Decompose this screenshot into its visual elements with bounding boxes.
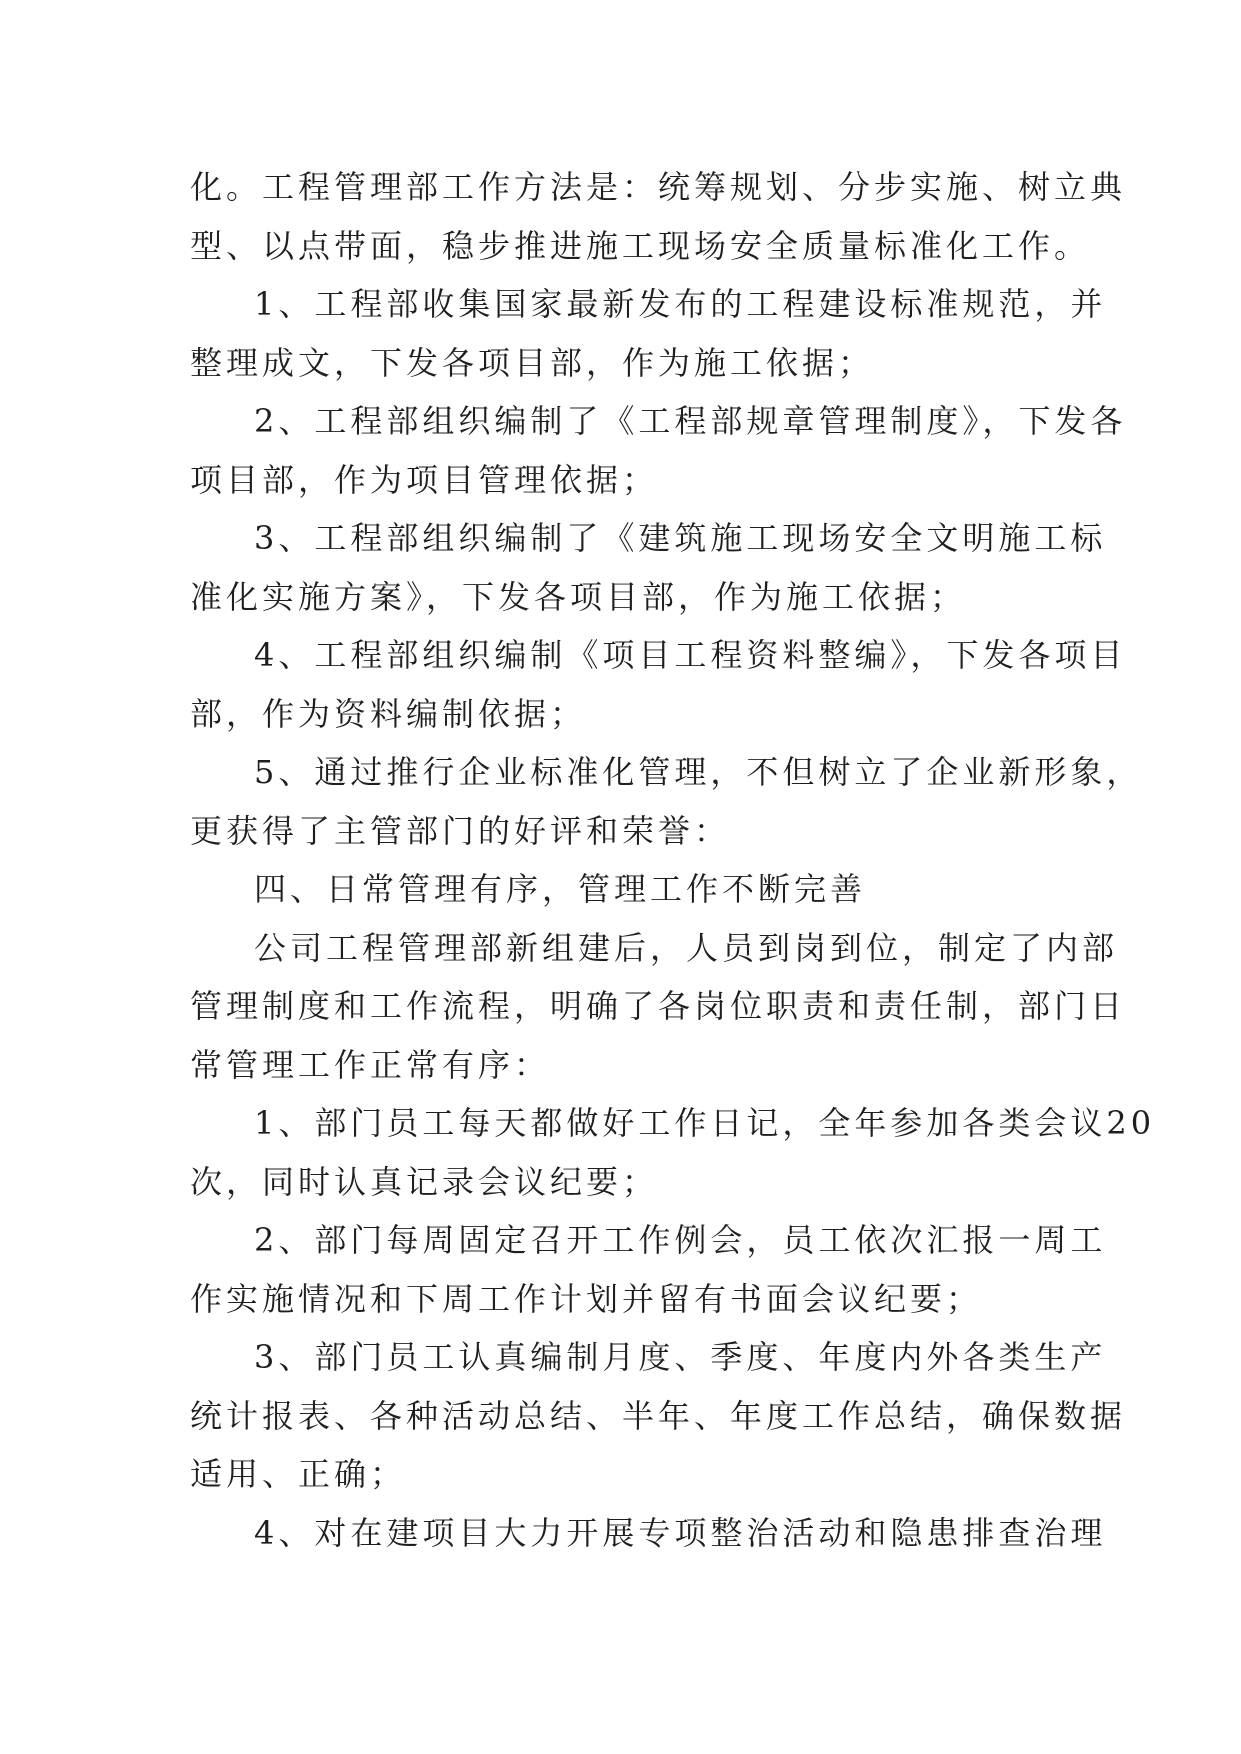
text-line: 管理制度和工作流程，明确了各岗位职责和责任制，部门日	[190, 987, 1127, 1025]
list-item-1-line: 1、工程部收集国家最新发布的工程建设标准规范，并	[254, 285, 1107, 323]
list-item-4-line: 4、工程部组织编制《项目工程资料整编》，下发各项目	[254, 636, 1127, 674]
list-item-2-line: 2、部门每周固定召开工作例会，员工依次汇报一周工	[254, 1221, 1107, 1259]
list-item-3-line: 3、部门员工认真编制月度、季度、年度内外各类生产	[254, 1338, 1107, 1376]
text-line: 常管理工作正常有序：	[190, 1045, 551, 1084]
text-line: 项目部，作为项目管理依据；	[190, 460, 659, 499]
document-body	[190, 158, 1156, 1562]
text-line: 更获得了主管部门的好评和荣誉：	[190, 811, 731, 850]
list-item-3-line: 3、工程部组织编制了《建筑施工现场安全文明施工标	[254, 519, 1107, 557]
text-line: 整理成文，下发各项目部，作为施工依据；	[190, 343, 875, 382]
text-line: 化。工程管理部工作方法是：统筹规划、分步实施、树立典	[190, 168, 1127, 206]
list-item-5-line: 5、通过推行企业标准化管理，不但树立了企业新形象，	[254, 753, 1143, 791]
list-item-1-line: 1、部门员工每天都做好工作日记，全年参加各类会议20	[254, 1104, 1156, 1142]
text-line: 部，作为资料编制依据；	[190, 694, 587, 733]
list-item-2-line: 2、工程部组织编制了《工程部规章管理制度》，下发各	[254, 402, 1127, 440]
text-line: 适用、正确；	[190, 1455, 407, 1493]
text-line: 准化实施方案》，下发各项目部，作为施工依据；	[190, 577, 967, 616]
list-item-4-line: 4、对在建项目大力开展专项整治活动和隐患排查治理	[254, 1513, 1107, 1552]
paragraph-line: 公司工程管理部新组建后，人员到岗到位，制定了内部	[254, 928, 1119, 967]
text-line: 作实施情况和下周工作计划并留有书面会议纪要；	[190, 1279, 983, 1318]
text-line: 型、以点带面，稳步推进施工现场安全质量标准化工作。	[190, 226, 1091, 265]
text-line: 统计报表、各种活动总结、半年、年度工作总结，确保数据	[190, 1396, 1127, 1435]
text-line: 次，同时认真记录会议纪要；	[190, 1162, 659, 1201]
section-heading: 四、日常管理有序，管理工作不断完善	[254, 870, 867, 908]
